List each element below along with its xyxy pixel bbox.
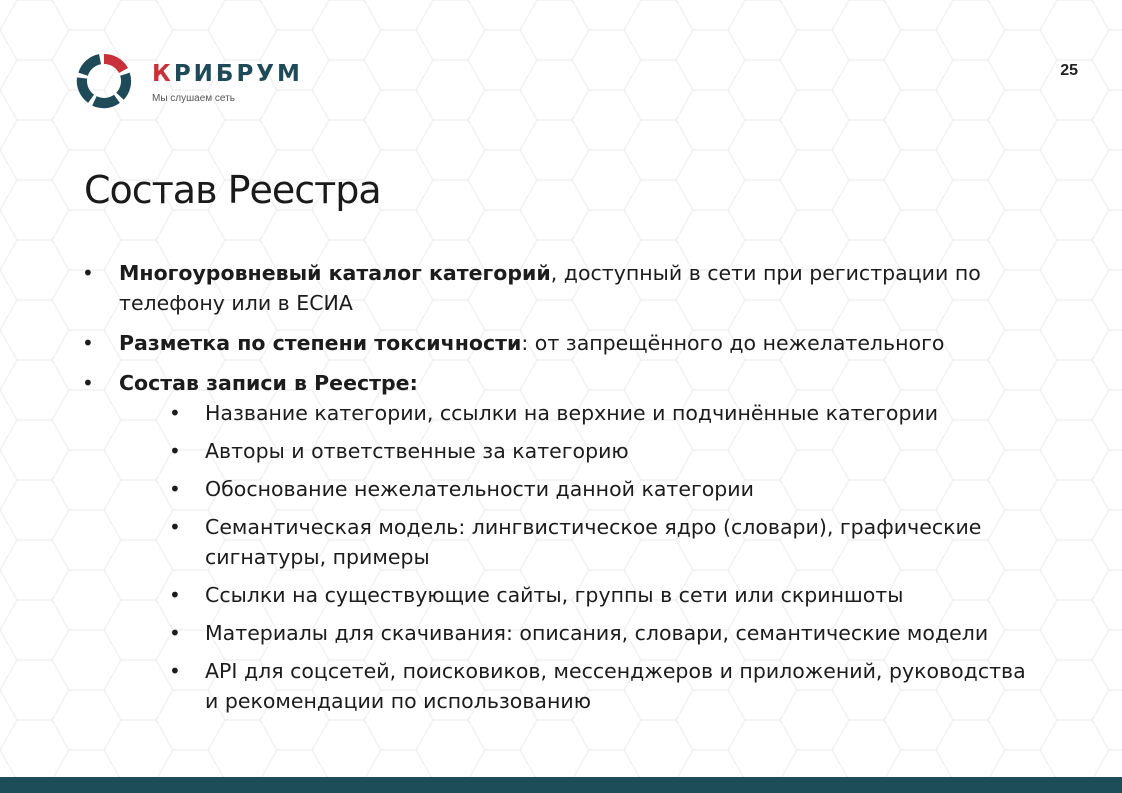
sub-bullet-line: • API для соцсетей, поисковиков, мессенджеров и приложений, руководства [205,659,1026,683]
footer-bar [0,777,1122,793]
brand-logo [74,51,314,113]
sub-bullet-line: • Семантическая модель: лингвистическое ядро (словари), графические [205,515,982,539]
bullet-bold-text: Разметка по степени токсичности [119,331,522,355]
sub-bullet-item: • Обоснование нежелательности данной категории [119,474,1082,504]
page-number: 25 [1060,62,1078,79]
brand-tagline: Мы слушаем сеть [152,93,235,104]
sub-bullet-line: и рекомендации по использованию [205,689,591,713]
bullet-bold-text: Многоуровневый каталог категорий [119,261,551,285]
brand-name-rest: РИБРУМ [173,61,303,87]
bullet-item-catalog [82,258,1082,318]
bullet-bold-text: Состав записи в Реестре: [119,371,418,395]
bullet-item-toxicity [82,328,1082,358]
bullet-item-record-composition [82,368,1082,716]
sub-bullet-item: • Ссылки на существующие сайты, группы в сети или скриншоты [119,580,1082,610]
slide-title: Состав Реестра [84,168,381,212]
sub-bullet-item: • Название категории, ссылки на верхние и подчинённые категории [119,398,1082,428]
brand-name-accent-letter: К [152,61,174,87]
sub-bullet-item [119,656,1082,716]
sub-bullet-list [119,398,1082,716]
brand-name [152,59,303,89]
sub-bullet-line: сигнатуры, примеры [205,545,430,569]
sub-bullet-item: • Материалы для скачивания: описания, словари, семантические модели [119,618,1082,648]
bullet-text: : от запрещённого до нежелательного [521,331,945,355]
sub-bullet-item: • Авторы и ответственные за категорию [119,436,1082,466]
sub-bullet-item [119,512,1082,572]
bullet-text: , доступный в сети при регистрации по телефону или в ЕСИА [119,261,981,315]
main-bullet-list [82,258,1082,716]
bullet-content [82,258,1082,726]
kribrum-swirl-logo-icon [74,51,134,111]
